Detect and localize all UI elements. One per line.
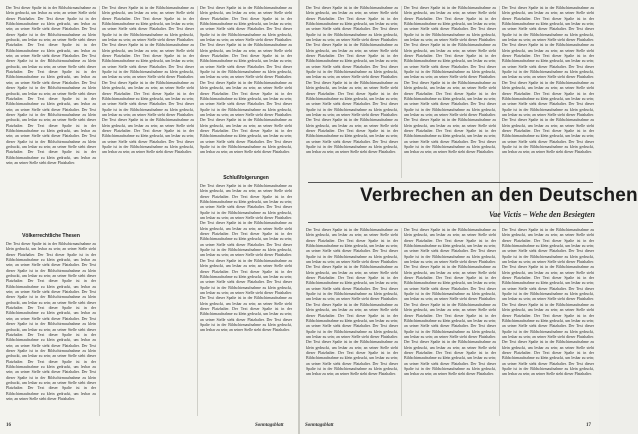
column-divider [99, 6, 100, 416]
body-text: Der Text dieser Spalte ist in der Bildschirmaufnahme zu klein gedruckt, um lesbar zu sein; an seiner Stelle steht dieser Platzhalter. Der Text dieser Spalte ist in der Bildschirmaufnahme zu klein gedruckt, um lesbar zu sein; an seiner Stelle steht dieser Platzhalter. Der Text dieser Spalte ist in der Bildschirmaufnahme zu klein gedruckt, um lesbar zu sein; an seiner Stelle steht dieser Platzhalter. Der Text dieser Spalte ist in der Bildschirmaufnahme zu klein gedruckt, um lesbar zu sein; an seiner Stelle steht dieser Platzhalter. Der Text dieser Spalte ist in der Bildschirmaufnahme zu klein gedruckt, um lesbar zu sein; an seiner Stelle steht dieser Platzhalter. Der Text dieser Spalte ist in der Bildschirmaufnahme zu klein gedruckt, um lesbar zu sein; an seiner Stelle steht dieser Platzhalter. Der Text dieser Spalte ist in der Bildschirmaufnahme zu klein gedruckt, um lesbar zu sein; an seiner Stelle steht dieser Platzhalter. Der Text dieser Spalte ist in der Bildschirmaufnahme zu klein gedruckt, um lesbar zu sein; an seiner Stelle steht dieser Platzhalter. Der Text dieser Spalte ist in der Bildschirmaufnahme zu klein gedruckt, um lesbar zu sein; an seiner Stelle steht dieser Platzhalter. Der Text dieser Spalte ist in der Bildschirmaufnahme zu klein gedruckt, um lesbar zu sein; an seiner Stelle steht dieser Platzhalter. Der Text dieser Spalte ist in der Bildschirmaufnahme zu klein gedruckt, um lesbar zu sein; an seiner Stelle steht dieser Platzhalter. Der Text dieser Spalte ist in der Bildschirmaufnahme zu klein gedruckt, um lesbar zu sein; an seiner Stelle steht dieser Platzhalter. [502, 6, 594, 155]
body-text: Der Text dieser Spalte ist in der Bildschirmaufnahme zu klein gedruckt, um lesbar zu sein; an seiner Stelle steht dieser Platzhalter. Der Text dieser Spalte ist in der Bildschirmaufnahme zu klein gedruckt, um lesbar zu sein; an seiner Stelle steht dieser Platzhalter. Der Text dieser Spalte ist in der Bildschirmaufnahme zu klein gedruckt, um lesbar zu sein; an seiner Stelle steht dieser Platzhalter. Der Text dieser Spalte ist in der Bildschirmaufnahme zu klein gedruckt, um lesbar zu sein; an seiner Stelle steht dieser Platzhalter. Der Text dieser Spalte ist in der Bildschirmaufnahme zu klein gedruckt, um lesbar zu sein; an seiner Stelle steht dieser Platzhalter. Der Text dieser Spalte ist in der Bildschirmaufnahme zu klein gedruckt, um lesbar zu sein; an seiner Stelle steht dieser Platzhalter. Der Text dieser Spalte ist in der Bildschirmaufnahme zu klein gedruckt, um lesbar zu sein; an seiner Stelle steht dieser Platzhalter. Der Text dieser Spalte ist in der Bildschirmaufnahme zu klein gedruckt, um lesbar zu sein; an seiner Stelle steht dieser Platzhalter. Der Text dieser Spalte ist in der Bildschirmaufnahme zu klein gedruckt, um lesbar zu sein; an seiner Stelle steht dieser Platzhalter. Der Text dieser Spalte ist in der Bildschirmaufnahme zu klein gedruckt, um lesbar zu sein; an seiner Stelle steht dieser Platzhalter. Der Text dieser Spalte ist in der Bildschirmaufnahme zu klein gedruckt, um lesbar zu sein; an seiner Stelle steht dieser Platzhalter. Der Text dieser Spalte ist in der Bildschirmaufnahme zu klein gedruckt, um lesbar zu sein; an seiner Stelle steht dieser Platzhalter. [306, 6, 398, 155]
right-col-3-upper [502, 6, 594, 155]
section-heading-schlussfolgerungen: Schlußfolgerungen [223, 175, 269, 181]
brand-footer-left: Sonntagsblatt [255, 423, 284, 428]
body-text: Der Text dieser Spalte ist in der Bildschirmaufnahme zu klein gedruckt, um lesbar zu sein; an seiner Stelle steht dieser Platzhalter. Der Text dieser Spalte ist in der Bildschirmaufnahme zu klein gedruckt, um lesbar zu sein; an seiner Stelle steht dieser Platzhalter. Der Text dieser Spalte ist in der Bildschirmaufnahme zu klein gedruckt, um lesbar zu sein; an seiner Stelle steht dieser Platzhalter. Der Text dieser Spalte ist in der Bildschirmaufnahme zu klein gedruckt, um lesbar zu sein; an seiner Stelle steht dieser Platzhalter. Der Text dieser Spalte ist in der Bildschirmaufnahme zu klein gedruckt, um lesbar zu sein; an seiner Stelle steht dieser Platzhalter. Der Text dieser Spalte ist in der Bildschirmaufnahme zu klein gedruckt, um lesbar zu sein; an seiner Stelle steht dieser Platzhalter. Der Text dieser Spalte ist in der Bildschirmaufnahme zu klein gedruckt, um lesbar zu sein; an seiner Stelle steht dieser Platzhalter. Der Text dieser Spalte ist in der Bildschirmaufnahme zu klein gedruckt, um lesbar zu sein; an seiner Stelle steht dieser Platzhalter. Der Text dieser Spalte ist in der Bildschirmaufnahme zu klein gedruckt, um lesbar zu sein; an seiner Stelle steht dieser Platzhalter. Der Text dieser Spalte ist in der Bildschirmaufnahme zu klein gedruckt, um lesbar zu sein; an seiner Stelle steht dieser Platzhalter. Der Text dieser Spalte ist in der Bildschirmaufnahme zu klein gedruckt, um lesbar zu sein; an seiner Stelle steht dieser Platzhalter. Der Text dieser Spalte ist in der Bildschirmaufnahme zu klein gedruckt, um lesbar zu sein; an seiner Stelle steht dieser Platzhalter. [6, 6, 96, 165]
left-col-1-lower [6, 242, 96, 416]
page-number-right: 17 [586, 423, 591, 428]
page-number-left: 16 [6, 423, 11, 428]
left-col-2 [102, 6, 194, 416]
body-text: Der Text dieser Spalte ist in der Bildschirmaufnahme zu klein gedruckt, um lesbar zu sein; an seiner Stelle steht dieser Platzhalter. Der Text dieser Spalte ist in der Bildschirmaufnahme zu klein gedruckt, um lesbar zu sein; an seiner Stelle steht dieser Platzhalter. Der Text dieser Spalte ist in der Bildschirmaufnahme zu klein gedruckt, um lesbar zu sein; an seiner Stelle steht dieser Platzhalter. Der Text dieser Spalte ist in der Bildschirmaufnahme zu klein gedruckt, um lesbar zu sein; an seiner Stelle steht dieser Platzhalter. Der Text dieser Spalte ist in der Bildschirmaufnahme zu klein gedruckt, um lesbar zu sein; an seiner Stelle steht dieser Platzhalter. Der Text dieser Spalte ist in der Bildschirmaufnahme zu klein gedruckt, um lesbar zu sein; an seiner Stelle steht dieser Platzhalter. Der Text dieser Spalte ist in der Bildschirmaufnahme zu klein gedruckt, um lesbar zu sein; an seiner Stelle steht dieser Platzhalter. Der Text dieser Spalte ist in der Bildschirmaufnahme zu klein gedruckt, um lesbar zu sein; an seiner Stelle steht dieser Platzhalter. Der Text dieser Spalte ist in der Bildschirmaufnahme zu klein gedruckt, um lesbar zu sein; an seiner Stelle steht dieser Platzhalter. Der Text dieser Spalte ist in der Bildschirmaufnahme zu klein gedruckt, um lesbar zu sein; an seiner Stelle steht dieser Platzhalter. Der Text dieser Spalte ist in der Bildschirmaufnahme zu klein gedruckt, um lesbar zu sein; an seiner Stelle steht dieser Platzhalter. Der Text dieser Spalte ist in der Bildschirmaufnahme zu klein gedruckt, um lesbar zu sein; an seiner Stelle steht dieser Platzhalter. [200, 184, 292, 333]
left-col-1-upper [6, 6, 96, 231]
right-col-1-lower [306, 228, 398, 416]
headline-rule-top [308, 182, 593, 183]
column-divider [197, 6, 198, 416]
article-byline: Vae Victis – Wehe den Besiegten [488, 210, 595, 219]
right-col-2-upper [404, 6, 496, 181]
headline-rule-bottom [308, 222, 593, 223]
right-col-2-lower [404, 228, 496, 416]
left-col-3-lower [200, 184, 292, 416]
section-heading-voelkerrechtliche-thesen: Völkerrechtliche Thesen [22, 233, 80, 239]
body-text: Der Text dieser Spalte ist in der Bildschirmaufnahme zu klein gedruckt, um lesbar zu sein; an seiner Stelle steht dieser Platzhalter. Der Text dieser Spalte ist in der Bildschirmaufnahme zu klein gedruckt, um lesbar zu sein; an seiner Stelle steht dieser Platzhalter. Der Text dieser Spalte ist in der Bildschirmaufnahme zu klein gedruckt, um lesbar zu sein; an seiner Stelle steht dieser Platzhalter. Der Text dieser Spalte ist in der Bildschirmaufnahme zu klein gedruckt, um lesbar zu sein; an seiner Stelle steht dieser Platzhalter. Der Text dieser Spalte ist in der Bildschirmaufnahme zu klein gedruckt, um lesbar zu sein; an seiner Stelle steht dieser Platzhalter. Der Text dieser Spalte ist in der Bildschirmaufnahme zu klein gedruckt, um lesbar zu sein; an seiner Stelle steht dieser Platzhalter. Der Text dieser Spalte ist in der Bildschirmaufnahme zu klein gedruckt, um lesbar zu sein; an seiner Stelle steht dieser Platzhalter. Der Text dieser Spalte ist in der Bildschirmaufnahme zu klein gedruckt, um lesbar zu sein; an seiner Stelle steht dieser Platzhalter. Der Text dieser Spalte ist in der Bildschirmaufnahme zu klein gedruckt, um lesbar zu sein; an seiner Stelle steht dieser Platzhalter. Der Text dieser Spalte ist in der Bildschirmaufnahme zu klein gedruckt, um lesbar zu sein; an seiner Stelle steht dieser Platzhalter. Der Text dieser Spalte ist in der Bildschirmaufnahme zu klein gedruckt, um lesbar zu sein; an seiner Stelle steht dieser Platzhalter. Der Text dieser Spalte ist in der Bildschirmaufnahme zu klein gedruckt, um lesbar zu sein; an seiner Stelle steht dieser Platzhalter. [404, 228, 496, 377]
body-text: Der Text dieser Spalte ist in der Bildschirmaufnahme zu klein gedruckt, um lesbar zu sein; an seiner Stelle steht dieser Platzhalter. Der Text dieser Spalte ist in der Bildschirmaufnahme zu klein gedruckt, um lesbar zu sein; an seiner Stelle steht dieser Platzhalter. Der Text dieser Spalte ist in der Bildschirmaufnahme zu klein gedruckt, um lesbar zu sein; an seiner Stelle steht dieser Platzhalter. Der Text dieser Spalte ist in der Bildschirmaufnahme zu klein gedruckt, um lesbar zu sein; an seiner Stelle steht dieser Platzhalter. Der Text dieser Spalte ist in der Bildschirmaufnahme zu klein gedruckt, um lesbar zu sein; an seiner Stelle steht dieser Platzhalter. Der Text dieser Spalte ist in der Bildschirmaufnahme zu klein gedruckt, um lesbar zu sein; an seiner Stelle steht dieser Platzhalter. Der Text dieser Spalte ist in der Bildschirmaufnahme zu klein gedruckt, um lesbar zu sein; an seiner Stelle steht dieser Platzhalter. Der Text dieser Spalte ist in der Bildschirmaufnahme zu klein gedruckt, um lesbar zu sein; an seiner Stelle steht dieser Platzhalter. Der Text dieser Spalte ist in der Bildschirmaufnahme zu klein gedruckt, um lesbar zu sein; an seiner Stelle steht dieser Platzhalter. Der Text dieser Spalte ist in der Bildschirmaufnahme zu klein gedruckt, um lesbar zu sein; an seiner Stelle steht dieser Platzhalter. Der Text dieser Spalte ist in der Bildschirmaufnahme zu klein gedruckt, um lesbar zu sein; an seiner Stelle steht dieser Platzhalter. Der Text dieser Spalte ist in der Bildschirmaufnahme zu klein gedruckt, um lesbar zu sein; an seiner Stelle steht dieser Platzhalter. [200, 6, 292, 155]
body-text: Der Text dieser Spalte ist in der Bildschirmaufnahme zu klein gedruckt, um lesbar zu sein; an seiner Stelle steht dieser Platzhalter. Der Text dieser Spalte ist in der Bildschirmaufnahme zu klein gedruckt, um lesbar zu sein; an seiner Stelle steht dieser Platzhalter. Der Text dieser Spalte ist in der Bildschirmaufnahme zu klein gedruckt, um lesbar zu sein; an seiner Stelle steht dieser Platzhalter. Der Text dieser Spalte ist in der Bildschirmaufnahme zu klein gedruckt, um lesbar zu sein; an seiner Stelle steht dieser Platzhalter. Der Text dieser Spalte ist in der Bildschirmaufnahme zu klein gedruckt, um lesbar zu sein; an seiner Stelle steht dieser Platzhalter. Der Text dieser Spalte ist in der Bildschirmaufnahme zu klein gedruckt, um lesbar zu sein; an seiner Stelle steht dieser Platzhalter. Der Text dieser Spalte ist in der Bildschirmaufnahme zu klein gedruckt, um lesbar zu sein; an seiner Stelle steht dieser Platzhalter. Der Text dieser Spalte ist in der Bildschirmaufnahme zu klein gedruckt, um lesbar zu sein; an seiner Stelle steht dieser Platzhalter. Der Text dieser Spalte ist in der Bildschirmaufnahme zu klein gedruckt, um lesbar zu sein; an seiner Stelle steht dieser Platzhalter. Der Text dieser Spalte ist in der Bildschirmaufnahme zu klein gedruckt, um lesbar zu sein; an seiner Stelle steht dieser Platzhalter. Der Text dieser Spalte ist in der Bildschirmaufnahme zu klein gedruckt, um lesbar zu sein; an seiner Stelle steht dieser Platzhalter. Der Text dieser Spalte ist in der Bildschirmaufnahme zu klein gedruckt, um lesbar zu sein; an seiner Stelle steht dieser Platzhalter. [404, 6, 496, 155]
left-page [0, 0, 298, 434]
body-text: Der Text dieser Spalte ist in der Bildschirmaufnahme zu klein gedruckt, um lesbar zu sein; an seiner Stelle steht dieser Platzhalter. Der Text dieser Spalte ist in der Bildschirmaufnahme zu klein gedruckt, um lesbar zu sein; an seiner Stelle steht dieser Platzhalter. Der Text dieser Spalte ist in der Bildschirmaufnahme zu klein gedruckt, um lesbar zu sein; an seiner Stelle steht dieser Platzhalter. Der Text dieser Spalte ist in der Bildschirmaufnahme zu klein gedruckt, um lesbar zu sein; an seiner Stelle steht dieser Platzhalter. Der Text dieser Spalte ist in der Bildschirmaufnahme zu klein gedruckt, um lesbar zu sein; an seiner Stelle steht dieser Platzhalter. Der Text dieser Spalte ist in der Bildschirmaufnahme zu klein gedruckt, um lesbar zu sein; an seiner Stelle steht dieser Platzhalter. Der Text dieser Spalte ist in der Bildschirmaufnahme zu klein gedruckt, um lesbar zu sein; an seiner Stelle steht dieser Platzhalter. Der Text dieser Spalte ist in der Bildschirmaufnahme zu klein gedruckt, um lesbar zu sein; an seiner Stelle steht dieser Platzhalter. Der Text dieser Spalte ist in der Bildschirmaufnahme zu klein gedruckt, um lesbar zu sein; an seiner Stelle steht dieser Platzhalter. Der Text dieser Spalte ist in der Bildschirmaufnahme zu klein gedruckt, um lesbar zu sein; an seiner Stelle steht dieser Platzhalter. Der Text dieser Spalte ist in der Bildschirmaufnahme zu klein gedruckt, um lesbar zu sein; an seiner Stelle steht dieser Platzhalter. Der Text dieser Spalte ist in der Bildschirmaufnahme zu klein gedruckt, um lesbar zu sein; an seiner Stelle steht dieser Platzhalter. [502, 228, 594, 377]
article-headline: Verbrechen an den Deutschen [360, 185, 638, 206]
body-text: Der Text dieser Spalte ist in der Bildschirmaufnahme zu klein gedruckt, um lesbar zu sein; an seiner Stelle steht dieser Platzhalter. Der Text dieser Spalte ist in der Bildschirmaufnahme zu klein gedruckt, um lesbar zu sein; an seiner Stelle steht dieser Platzhalter. Der Text dieser Spalte ist in der Bildschirmaufnahme zu klein gedruckt, um lesbar zu sein; an seiner Stelle steht dieser Platzhalter. Der Text dieser Spalte ist in der Bildschirmaufnahme zu klein gedruckt, um lesbar zu sein; an seiner Stelle steht dieser Platzhalter. Der Text dieser Spalte ist in der Bildschirmaufnahme zu klein gedruckt, um lesbar zu sein; an seiner Stelle steht dieser Platzhalter. Der Text dieser Spalte ist in der Bildschirmaufnahme zu klein gedruckt, um lesbar zu sein; an seiner Stelle steht dieser Platzhalter. Der Text dieser Spalte ist in der Bildschirmaufnahme zu klein gedruckt, um lesbar zu sein; an seiner Stelle steht dieser Platzhalter. Der Text dieser Spalte ist in der Bildschirmaufnahme zu klein gedruckt, um lesbar zu sein; an seiner Stelle steht dieser Platzhalter. Der Text dieser Spalte ist in der Bildschirmaufnahme zu klein gedruckt, um lesbar zu sein; an seiner Stelle steht dieser Platzhalter. Der Text dieser Spalte ist in der Bildschirmaufnahme zu klein gedruckt, um lesbar zu sein; an seiner Stelle steht dieser Platzhalter. Der Text dieser Spalte ist in der Bildschirmaufnahme zu klein gedruckt, um lesbar zu sein; an seiner Stelle steht dieser Platzhalter. Der Text dieser Spalte ist in der Bildschirmaufnahme zu klein gedruckt, um lesbar zu sein; an seiner Stelle steht dieser Platzhalter. [306, 228, 398, 377]
right-col-1-upper [306, 6, 398, 181]
body-text: Der Text dieser Spalte ist in der Bildschirmaufnahme zu klein gedruckt, um lesbar zu sein; an seiner Stelle steht dieser Platzhalter. Der Text dieser Spalte ist in der Bildschirmaufnahme zu klein gedruckt, um lesbar zu sein; an seiner Stelle steht dieser Platzhalter. Der Text dieser Spalte ist in der Bildschirmaufnahme zu klein gedruckt, um lesbar zu sein; an seiner Stelle steht dieser Platzhalter. Der Text dieser Spalte ist in der Bildschirmaufnahme zu klein gedruckt, um lesbar zu sein; an seiner Stelle steht dieser Platzhalter. Der Text dieser Spalte ist in der Bildschirmaufnahme zu klein gedruckt, um lesbar zu sein; an seiner Stelle steht dieser Platzhalter. Der Text dieser Spalte ist in der Bildschirmaufnahme zu klein gedruckt, um lesbar zu sein; an seiner Stelle steht dieser Platzhalter. Der Text dieser Spalte ist in der Bildschirmaufnahme zu klein gedruckt, um lesbar zu sein; an seiner Stelle steht dieser Platzhalter. Der Text dieser Spalte ist in der Bildschirmaufnahme zu klein gedruckt, um lesbar zu sein; an seiner Stelle steht dieser Platzhalter. Der Text dieser Spalte ist in der Bildschirmaufnahme zu klein gedruckt, um lesbar zu sein; an seiner Stelle steht dieser Platzhalter. Der Text dieser Spalte ist in der Bildschirmaufnahme zu klein gedruckt, um lesbar zu sein; an seiner Stelle steht dieser Platzhalter. Der Text dieser Spalte ist in der Bildschirmaufnahme zu klein gedruckt, um lesbar zu sein; an seiner Stelle steht dieser Platzhalter. Der Text dieser Spalte ist in der Bildschirmaufnahme zu klein gedruckt, um lesbar zu sein; an seiner Stelle steht dieser Platzhalter. [6, 242, 96, 401]
column-divider [401, 228, 402, 416]
body-text: Der Text dieser Spalte ist in der Bildschirmaufnahme zu klein gedruckt, um lesbar zu sein; an seiner Stelle steht dieser Platzhalter. Der Text dieser Spalte ist in der Bildschirmaufnahme zu klein gedruckt, um lesbar zu sein; an seiner Stelle steht dieser Platzhalter. Der Text dieser Spalte ist in der Bildschirmaufnahme zu klein gedruckt, um lesbar zu sein; an seiner Stelle steht dieser Platzhalter. Der Text dieser Spalte ist in der Bildschirmaufnahme zu klein gedruckt, um lesbar zu sein; an seiner Stelle steht dieser Platzhalter. Der Text dieser Spalte ist in der Bildschirmaufnahme zu klein gedruckt, um lesbar zu sein; an seiner Stelle steht dieser Platzhalter. Der Text dieser Spalte ist in der Bildschirmaufnahme zu klein gedruckt, um lesbar zu sein; an seiner Stelle steht dieser Platzhalter. Der Text dieser Spalte ist in der Bildschirmaufnahme zu klein gedruckt, um lesbar zu sein; an seiner Stelle steht dieser Platzhalter. Der Text dieser Spalte ist in der Bildschirmaufnahme zu klein gedruckt, um lesbar zu sein; an seiner Stelle steht dieser Platzhalter. Der Text dieser Spalte ist in der Bildschirmaufnahme zu klein gedruckt, um lesbar zu sein; an seiner Stelle steht dieser Platzhalter. Der Text dieser Spalte ist in der Bildschirmaufnahme zu klein gedruckt, um lesbar zu sein; an seiner Stelle steht dieser Platzhalter. Der Text dieser Spalte ist in der Bildschirmaufnahme zu klein gedruckt, um lesbar zu sein; an seiner Stelle steht dieser Platzhalter. Der Text dieser Spalte ist in der Bildschirmaufnahme zu klein gedruckt, um lesbar zu sein; an seiner Stelle steht dieser Platzhalter. [102, 6, 194, 155]
left-col-3-upper [200, 6, 292, 171]
right-col-3-lower [502, 228, 594, 416]
column-divider [401, 6, 402, 178]
brand-footer-right: Sonntagsblatt [305, 423, 334, 428]
